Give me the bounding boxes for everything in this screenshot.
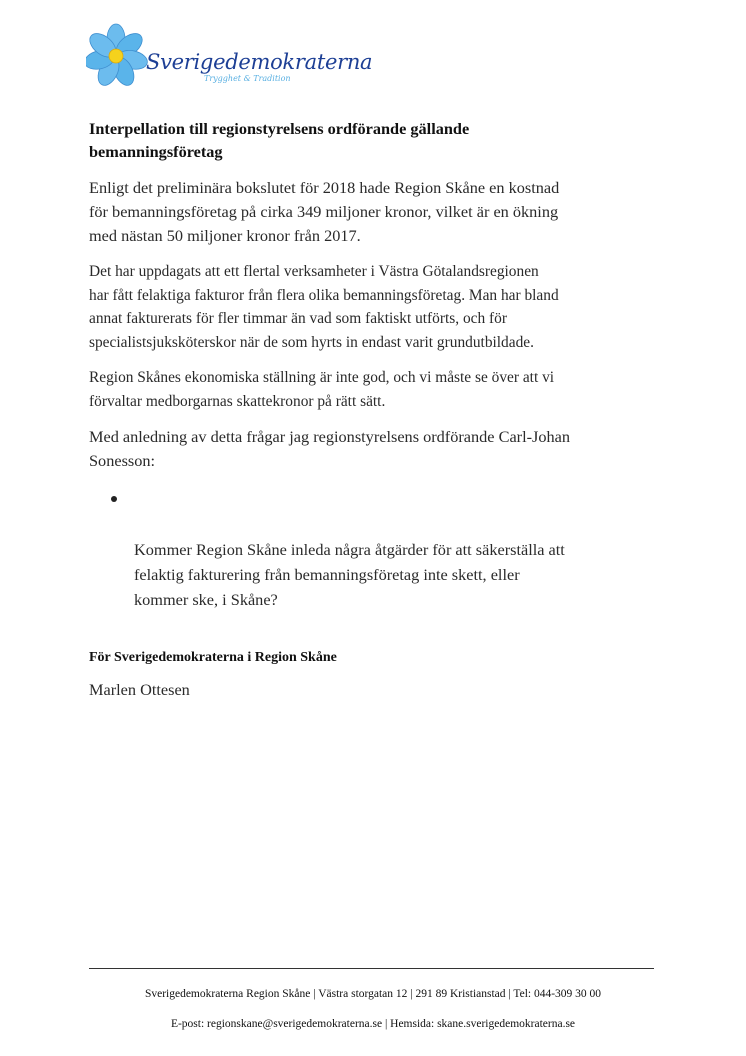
question-text: Kommer Region Skåne inleda några åtgärder för att säkerställa att felaktig fakturering från bemanningsföretag inte skett, eller kommer ske, i Skåne?	[134, 540, 565, 609]
document-title: Interpellation till regionstyrelsens ordförande gällande bemanningsföretag	[89, 119, 470, 161]
document-body	[89, 117, 669, 700]
bullet-icon	[111, 496, 117, 502]
logo-wordmark: Sverigedemokraterna	[146, 50, 373, 74]
paragraph-question-intro: Med anledning av detta frågar jag regionstyrelsens ordförande Carl-Johan Sonesson:	[89, 427, 571, 470]
question-item	[111, 487, 669, 612]
logo-tagline: Trygghet & Tradition	[204, 74, 291, 83]
paragraph-economy: Region Skånes ekonomiska ställning är inte god, och vi måste se över att vi förvaltar medborgarnas skattekronor på rätt sätt.	[89, 369, 555, 410]
party-logo	[86, 20, 373, 92]
footer-contact: E-post: regionskane@sverigedemokraterna.se | Hemsida: skane.sverigedemokraterna.se	[170, 1018, 576, 1030]
question-list	[89, 487, 669, 612]
paragraph-invoices: Det har uppdagats att ett flertal verksamheter i Västra Götalandsregionen har fått felaktiga fakturor från flera olika bemanningsföretag. Man har bland annat fakturerats för fler timmar än vad som faktiskt utförts, och för specialistsjuksköterskor när de som hyrts in endast varit grundutbildade.	[89, 263, 559, 351]
signature-name: Marlen Ottesen	[89, 680, 190, 699]
footer-divider	[89, 968, 654, 969]
footer-address: Sverigedemokraterna Region Skåne | Västra storgatan 12 | 291 89 Kristianstad | Tel: 044-309 30 00	[144, 988, 602, 1000]
paragraph-cost: Enligt det preliminära bokslutet för 2018 hade Region Skåne en kostnad för bemanningsföretag på cirka 349 miljoner kronor, vilket är en ökning med nästan 50 miljoner kronor från 2017.	[89, 178, 560, 245]
signature-organization: För Sverigedemokraterna i Region Skåne	[89, 650, 337, 665]
